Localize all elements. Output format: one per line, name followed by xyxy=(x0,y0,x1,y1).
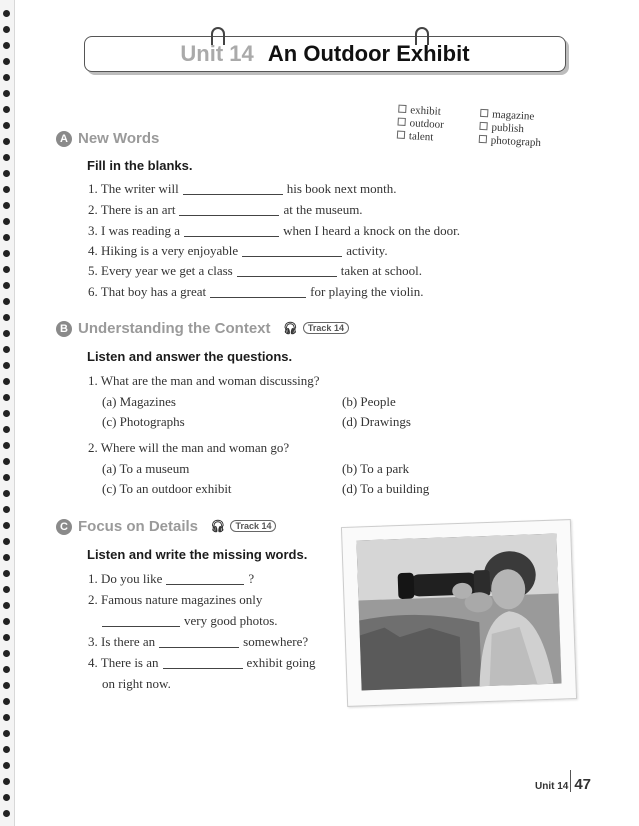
answer-option[interactable]: (b) People xyxy=(342,394,396,409)
section-b-instruction: Listen and answer the questions. xyxy=(87,349,293,364)
unit-label: Unit 14 xyxy=(180,41,254,66)
fill-in-item xyxy=(88,243,388,259)
section-a-heading xyxy=(56,130,159,147)
word-bank-item: magazine xyxy=(480,108,543,124)
photographer-image-icon xyxy=(356,534,561,691)
item-text: 6. That boy has a great xyxy=(88,284,207,299)
answer-blank[interactable] xyxy=(242,244,342,257)
item-text: when I heard a knock on the door. xyxy=(283,223,460,238)
question: 1. What are the man and woman discussing? xyxy=(88,373,320,388)
answer-option[interactable]: (c) Photographs xyxy=(102,414,185,429)
question: 2. Where will the man and woman go? xyxy=(88,440,290,455)
item-text: exhibit going xyxy=(246,655,316,670)
answer-blank[interactable] xyxy=(166,572,244,585)
fill-in-item xyxy=(88,181,397,197)
answer-option[interactable]: (d) To a building xyxy=(342,481,430,496)
answer-option[interactable]: (c) To an outdoor exhibit xyxy=(102,481,232,496)
fill-in-item xyxy=(88,284,424,300)
item-text: very good photos. xyxy=(184,613,278,628)
item-text: at the museum. xyxy=(283,202,363,217)
answer-blank[interactable] xyxy=(102,614,180,627)
word-bank-item: photograph xyxy=(478,134,541,150)
answer-blank[interactable] xyxy=(237,264,337,277)
section-b-title: Understanding the Context xyxy=(78,320,271,337)
answer-blank[interactable] xyxy=(159,635,239,648)
section-a-badge: A xyxy=(56,131,72,147)
item-text: taken at school. xyxy=(340,263,422,278)
fill-in-item xyxy=(88,202,363,218)
answer-option[interactable]: (a) Magazines xyxy=(102,394,176,409)
section-c-heading xyxy=(56,518,276,535)
spiral-binding xyxy=(0,0,15,826)
photo-frame xyxy=(341,519,577,707)
page-title xyxy=(85,41,565,67)
word-bank-item: talent xyxy=(397,130,444,145)
item-text: 1. Do you like xyxy=(88,571,163,586)
item-text: somewhere? xyxy=(243,634,309,649)
page-footer xyxy=(535,776,591,793)
fill-in-item xyxy=(88,223,460,239)
word-bank-item: exhibit xyxy=(398,104,445,119)
item-text: activity. xyxy=(346,243,388,258)
item-text: 4. Hiking is a very enjoyable xyxy=(88,243,239,258)
section-b-heading xyxy=(56,320,349,337)
track-label: Track 14 xyxy=(303,322,349,334)
footer-unit: Unit 14 xyxy=(535,781,569,792)
headphones-icon: 🎧︎ xyxy=(282,321,298,335)
page-number: 47 xyxy=(574,776,592,793)
worksheet-page xyxy=(22,0,639,826)
track-label: Track 14 xyxy=(230,520,276,532)
item-text: his book next month. xyxy=(286,181,397,196)
title-banner xyxy=(84,36,566,72)
item-text: ? xyxy=(248,571,255,586)
word-bank-item: outdoor xyxy=(397,117,444,132)
section-a-instruction: Fill in the blanks. xyxy=(87,158,193,173)
section-a-title: New Words xyxy=(78,130,160,147)
answer-blank[interactable] xyxy=(179,203,279,216)
answer-blank[interactable] xyxy=(163,656,243,669)
answer-option[interactable]: (a) To a museum xyxy=(102,461,190,476)
section-c-title: Focus on Details xyxy=(78,518,199,535)
word-bank xyxy=(396,104,569,171)
section-c-instruction: Listen and write the missing words. xyxy=(87,547,308,562)
answer-blank[interactable] xyxy=(210,285,306,298)
answer-blank[interactable] xyxy=(184,224,279,237)
fill-in-item xyxy=(88,655,316,671)
item-text: for playing the violin. xyxy=(310,284,424,299)
fill-in-item xyxy=(88,634,308,650)
section-c-badge: C xyxy=(56,519,72,535)
photographer-photo xyxy=(356,534,561,691)
answer-option[interactable]: (d) Drawings xyxy=(342,414,411,429)
fill-in-item: 2. Famous nature magazines only xyxy=(88,592,263,607)
answer-option[interactable]: (b) To a park xyxy=(342,461,410,476)
item-text: 4. There is an xyxy=(88,655,159,670)
headphones-icon: 🎧︎ xyxy=(210,519,226,533)
fill-in-item: on right now. xyxy=(102,676,171,691)
fill-in-item xyxy=(88,571,254,587)
answer-blank[interactable] xyxy=(183,182,283,195)
item-text: 3. I was reading a xyxy=(88,223,181,238)
item-text: 1. The writer will xyxy=(88,181,179,196)
fill-in-item xyxy=(102,613,278,629)
fill-in-item xyxy=(88,263,422,279)
word-bank-item: publish xyxy=(479,121,542,137)
item-text: 5. Every year we get a class xyxy=(88,263,233,278)
section-b-badge: B xyxy=(56,321,72,337)
item-text: 3. Is there an xyxy=(88,634,156,649)
item-text: 2. There is an art xyxy=(88,202,176,217)
unit-name: An Outdoor Exhibit xyxy=(267,41,470,66)
